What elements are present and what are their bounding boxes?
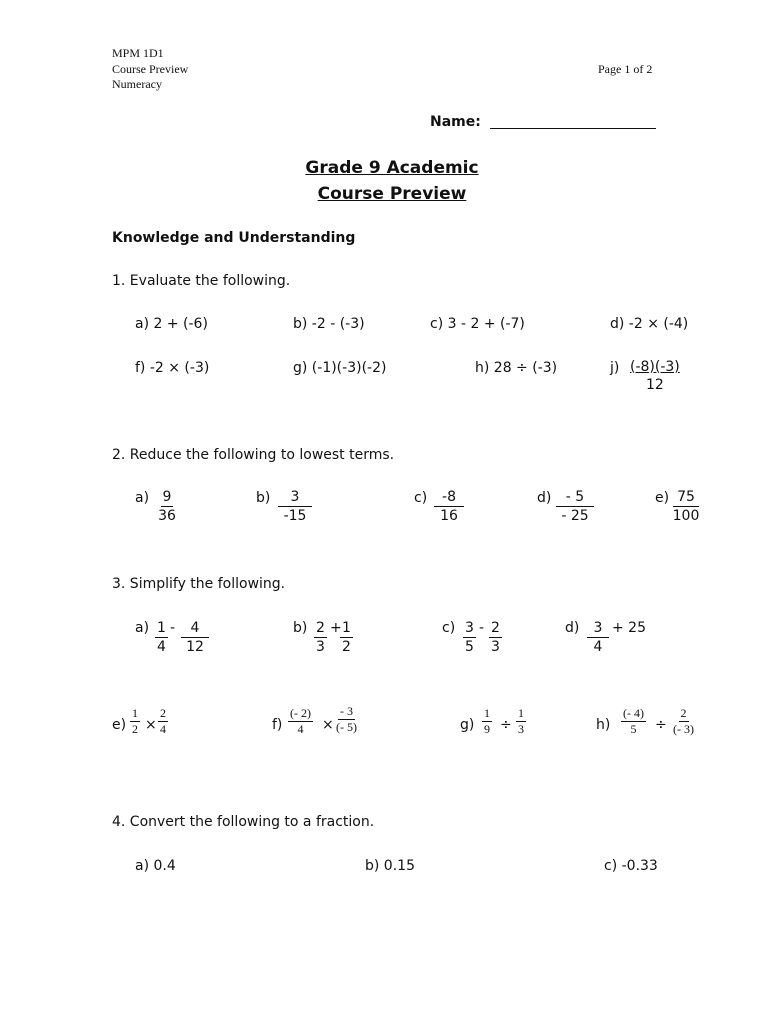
q3-a-den-1: 4 xyxy=(157,639,166,655)
page-number: Page 1 of 2 xyxy=(598,62,653,76)
q2-d-label: d) xyxy=(537,490,552,506)
q2-e-label: e) xyxy=(655,490,670,506)
q3-a-den-2: 12 xyxy=(186,639,204,655)
q3-a-label: a) xyxy=(135,620,150,636)
q1-prompt: 1. Evaluate the following. xyxy=(112,273,291,289)
q3-h-operator: ÷ xyxy=(655,717,667,733)
q3-e-operator: × xyxy=(145,717,157,733)
q2-c-fraction xyxy=(436,488,462,525)
q3-b-num-1: 2 xyxy=(316,620,325,636)
q3-a-fraction-1 xyxy=(155,619,168,656)
q1-j-label: j) xyxy=(610,360,620,376)
q3-b-fraction-2 xyxy=(340,619,353,656)
doc-type: Course Preview xyxy=(112,62,189,76)
q3-b-fraction-1 xyxy=(314,619,327,656)
q3-c-den-2: 3 xyxy=(491,639,500,655)
q3-c-fraction-1 xyxy=(463,619,476,656)
q3-g-den-1: 9 xyxy=(484,722,490,736)
q3-e-den-1: 2 xyxy=(132,722,138,736)
q1-j-denominator: 12 xyxy=(645,377,664,393)
q2-a-denominator: 36 xyxy=(158,508,176,524)
q4-c: c) -0.33 xyxy=(604,858,658,874)
q1-b: b) -2 - (-3) xyxy=(293,316,365,332)
section-heading: Knowledge and Understanding xyxy=(112,230,356,246)
q3-b-operator: + xyxy=(330,620,342,636)
q3-g-label: g) xyxy=(460,717,475,733)
q2-d-denominator: - 25 xyxy=(561,508,589,524)
q3-e-num-2: 2 xyxy=(160,706,166,720)
q2-c-denominator: 16 xyxy=(440,508,458,524)
title-line-1: Grade 9 Academic xyxy=(305,158,479,178)
q1-f: f) -2 × (-3) xyxy=(135,360,210,376)
q3-c-num-2: 2 xyxy=(491,620,500,636)
q4-prompt: 4. Convert the following to a fraction. xyxy=(112,814,375,830)
q3-g-num-1: 1 xyxy=(484,706,490,720)
q2-b-denominator: -15 xyxy=(283,508,307,524)
q2-b-label: b) xyxy=(256,490,271,506)
q3-e-fraction-2 xyxy=(158,706,168,737)
q3-a-num-1: 1 xyxy=(157,620,166,636)
q3-a-fraction-2 xyxy=(183,619,207,656)
q3-a-num-2: 4 xyxy=(181,619,209,638)
q3-g-den-2: 3 xyxy=(518,722,524,736)
q3-b-label: b) xyxy=(293,620,308,636)
q1-g: g) (-1)(-3)(-2) xyxy=(293,360,387,376)
q3-c-operator: - xyxy=(479,620,485,636)
q2-a-numerator: 9 xyxy=(162,489,172,505)
q3-e-label: e) xyxy=(112,717,127,733)
q2-c-label: c) xyxy=(414,490,428,506)
q1-j-numerator: (-8)(-3) xyxy=(630,359,680,375)
q3-b-den-1: 3 xyxy=(316,639,325,655)
q3-g-operator: ÷ xyxy=(500,717,512,733)
q3-e-num-1: 1 xyxy=(132,706,138,720)
q2-a-fraction xyxy=(155,488,179,525)
q3-d-num: 3 xyxy=(587,619,609,638)
q3-f-fraction-1 xyxy=(288,706,313,737)
q2-prompt: 2. Reduce the following to lowest terms. xyxy=(112,447,395,463)
q3-c-num-1: 3 xyxy=(465,620,474,636)
q3-e-den-2: 4 xyxy=(160,722,166,736)
q3-h-den-1: 5 xyxy=(630,722,637,736)
q2-d-numerator: - 5 xyxy=(556,488,594,507)
q3-f-operator: × xyxy=(322,717,334,733)
q3-d-fraction xyxy=(588,619,608,656)
q2-b-fraction xyxy=(280,488,310,525)
q2-c-numerator: -8 xyxy=(434,488,464,507)
q3-f-num-1: (- 2) xyxy=(290,706,311,720)
q2-e-fraction xyxy=(673,488,699,525)
title-line-2: Course Preview xyxy=(317,184,467,204)
q3-h-num-1: (- 4) xyxy=(623,706,644,720)
q3-h-num-2: 2 xyxy=(680,706,687,720)
course-code: MPM 1D1 xyxy=(112,46,164,60)
q3-b-den-2: 2 xyxy=(342,639,351,655)
q3-f-den-2: (- 5) xyxy=(336,720,357,734)
q3-f-label: f) xyxy=(272,717,283,733)
q3-g-fraction-1 xyxy=(482,706,492,737)
q3-h-fraction-2 xyxy=(673,706,694,737)
q3-c-den-1: 5 xyxy=(465,639,474,655)
q3-h-fraction-1 xyxy=(621,706,646,737)
q3-f-fraction-2 xyxy=(336,704,357,735)
name-blank-line[interactable] xyxy=(490,128,656,129)
q3-e-fraction-1 xyxy=(130,706,140,737)
q3-h-den-2: (- 3) xyxy=(673,722,694,736)
q3-c-label: c) xyxy=(442,620,456,636)
q3-prompt: 3. Simplify the following. xyxy=(112,576,286,592)
q2-e-numerator: 75 xyxy=(673,488,699,507)
unit-name: Numeracy xyxy=(112,77,162,91)
q2-d-fraction xyxy=(558,488,592,525)
q1-a: a) 2 + (-6) xyxy=(135,316,208,332)
q4-b: b) 0.15 xyxy=(365,858,415,874)
q3-h-label: h) xyxy=(596,717,611,733)
q3-g-fraction-2 xyxy=(516,706,526,737)
q3-d-label: d) xyxy=(565,620,580,636)
q2-b-numerator: 3 xyxy=(278,488,312,507)
q1-j-fraction xyxy=(628,358,682,394)
q3-d-den: 4 xyxy=(593,639,603,655)
q3-c-fraction-2 xyxy=(489,619,502,656)
q3-f-den-1: 4 xyxy=(297,722,304,736)
q3-a-operator: - xyxy=(170,620,176,636)
q2-a-label: a) xyxy=(135,490,150,506)
q3-f-num-2: - 3 xyxy=(340,704,353,718)
name-label: Name: xyxy=(430,114,481,130)
q3-b-num-2: 1 xyxy=(342,620,351,636)
q2-e-denominator: 100 xyxy=(672,508,700,524)
q3-g-num-2: 1 xyxy=(518,706,524,720)
q1-d: d) -2 × (-4) xyxy=(610,316,689,332)
q1-c: c) 3 - 2 + (-7) xyxy=(430,316,525,332)
q4-a: a) 0.4 xyxy=(135,858,176,874)
q3-d-tail: + 25 xyxy=(612,620,646,636)
q1-h: h) 28 ÷ (-3) xyxy=(475,360,558,376)
